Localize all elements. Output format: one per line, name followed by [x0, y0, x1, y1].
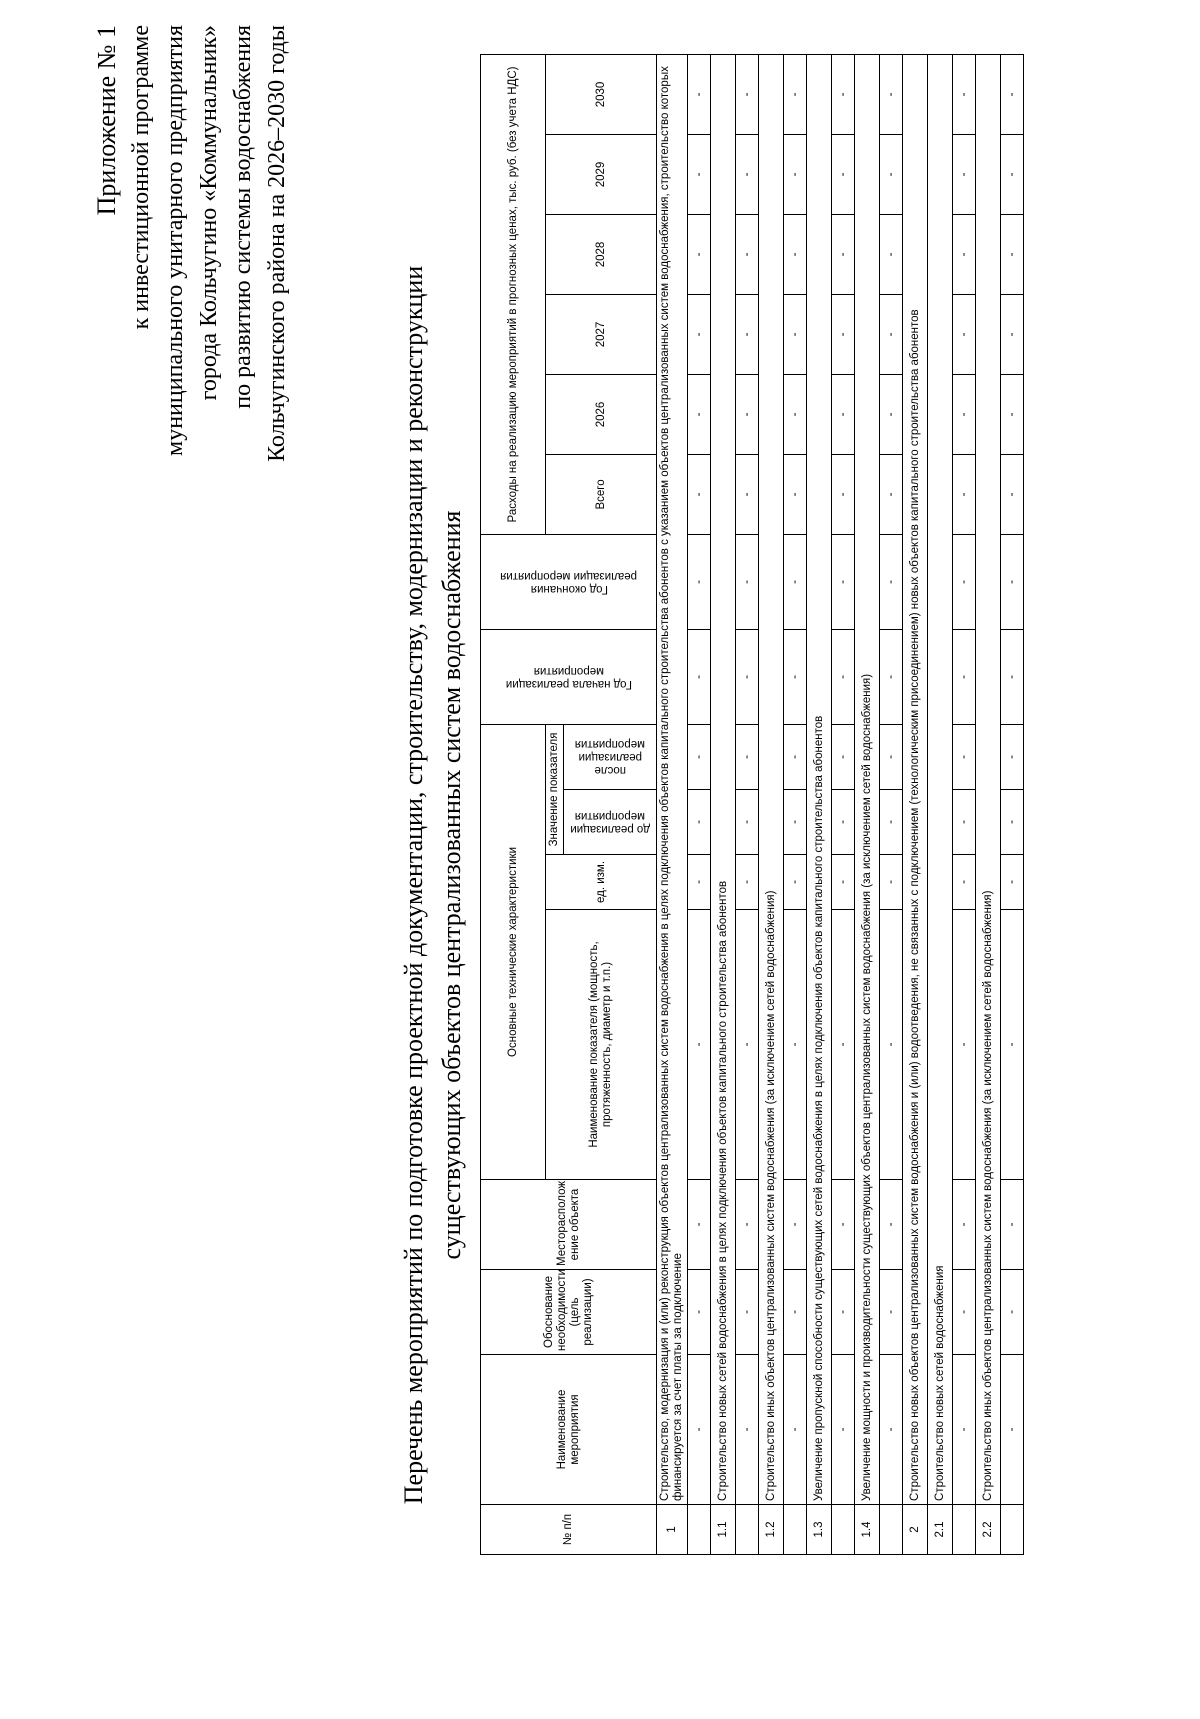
empty-cell: [832, 1505, 855, 1555]
dash-cell: -: [736, 214, 759, 294]
dash-cell: -: [832, 54, 855, 134]
header-indicator-value: Значение показателя: [546, 724, 564, 854]
dash-cell: -: [880, 534, 903, 629]
title-line: Перечень мероприятий по подготовке проектной документации, строительству, модернизации и реконструкции: [399, 265, 428, 1505]
dash-cell: -: [784, 134, 807, 214]
section-num: 1.1: [711, 1505, 736, 1555]
section-row: [976, 54, 1001, 1554]
dash-cell: -: [784, 910, 807, 1180]
dash-cell: -: [880, 214, 903, 294]
table-body: [657, 54, 1024, 1554]
header-start-year-text: Год начала реализации мероприятия: [505, 664, 632, 690]
dash-cell: -: [736, 454, 759, 534]
empty-cell: [688, 1505, 711, 1555]
dash-cell: -: [1001, 629, 1024, 724]
section-num: 1.2: [759, 1505, 784, 1555]
header-after-text: после реализации мероприятия: [574, 738, 646, 777]
dash-cell: -: [1001, 454, 1024, 534]
dash-cell: -: [880, 374, 903, 454]
dash-cell: -: [953, 54, 976, 134]
dash-cell: -: [953, 910, 976, 1180]
header-before-text: до реализации мероприятия: [570, 810, 650, 835]
dash-cell: -: [736, 910, 759, 1180]
section-title: Строительство новых сетей водоснабжения в целях подключения объектов капитального строительства абонентов: [711, 54, 736, 1504]
header-num: № п/п: [481, 1505, 657, 1555]
dash-cell: -: [784, 790, 807, 855]
dash-cell: -: [953, 134, 976, 214]
section-row: [903, 54, 928, 1554]
header-after: [564, 724, 657, 789]
dash-cell: -: [880, 724, 903, 789]
dash-cell: -: [784, 1355, 807, 1505]
dash-cell: -: [832, 1180, 855, 1270]
section-row: [759, 54, 784, 1554]
header-costs: Расходы на реализацию мероприятий в прогнозных ценах, тыс. руб. (без учета НДС): [481, 54, 546, 534]
empty-cell: [736, 1505, 759, 1555]
dash-cell: -: [688, 534, 711, 629]
dash-cell: -: [1001, 54, 1024, 134]
dash-cell: -: [832, 374, 855, 454]
section-num: 2.2: [976, 1505, 1001, 1555]
dash-cell: -: [736, 724, 759, 789]
dash-cell: -: [736, 54, 759, 134]
document-title: [395, 105, 471, 1665]
appendix-line: города Кольчугино «Коммунальник»: [196, 25, 222, 401]
section-title: Строительство новых объектов централизованных систем водоснабжения и (или) водоотведения, не связанных с подключением (технологическим присоединением) новых объектов капитального строительства абонентов: [903, 54, 928, 1504]
header-end-year: [481, 534, 657, 629]
section-title: Строительство, модернизация и (или) реконструкция объектов централизованных систем водоснабжения в целях подключения объектов капитального строительства абонентов с указанием объектов централизованных систем водоснабжения, строительство которых финансируется за счет платы за подключение: [657, 54, 688, 1504]
dash-cell: -: [832, 1270, 855, 1355]
dash-cell: -: [1001, 855, 1024, 910]
dash-cell: -: [953, 454, 976, 534]
table-row: [953, 54, 976, 1554]
dash-cell: -: [736, 1270, 759, 1355]
dash-cell: -: [784, 214, 807, 294]
table-row: [832, 54, 855, 1554]
dash-cell: -: [736, 790, 759, 855]
dash-cell: -: [784, 294, 807, 374]
dash-cell: -: [880, 134, 903, 214]
header-before: [564, 790, 657, 855]
header-tech: Основные технические характеристики: [481, 724, 546, 1179]
dash-cell: -: [736, 1355, 759, 1505]
dash-cell: -: [953, 790, 976, 855]
appendix-line: к инвестиционной программе: [128, 25, 154, 330]
dash-cell: -: [880, 1270, 903, 1355]
dash-cell: -: [953, 855, 976, 910]
dash-cell: -: [880, 54, 903, 134]
section-title: Строительство иных объектов централизованных систем водоснабжения (за исключением сетей водоснабжения): [759, 54, 784, 1504]
section-title: Увеличение пропускной способности существующих сетей водоснабжения в целях подключения объектов капитального строительства абонентов: [807, 54, 832, 1504]
dash-cell: -: [832, 294, 855, 374]
dash-cell: -: [832, 855, 855, 910]
dash-cell: -: [1001, 1270, 1024, 1355]
dash-cell: -: [736, 134, 759, 214]
table-row: [736, 54, 759, 1554]
dash-cell: -: [784, 54, 807, 134]
header-unit: ед. изм.: [546, 855, 657, 910]
dash-cell: -: [953, 629, 976, 724]
dash-cell: -: [1001, 374, 1024, 454]
table-row: [784, 54, 807, 1554]
appendix-line: Приложение № 1: [92, 25, 121, 216]
dash-cell: -: [880, 790, 903, 855]
table-row: [1001, 54, 1024, 1554]
dash-cell: -: [688, 910, 711, 1180]
section-num: 1: [657, 1505, 688, 1555]
dash-cell: -: [736, 294, 759, 374]
header-end-year-text: Год окончания реализации мероприятия: [500, 569, 637, 595]
empty-cell: [953, 1505, 976, 1555]
dash-cell: -: [688, 54, 711, 134]
dash-cell: -: [953, 724, 976, 789]
dash-cell: -: [688, 214, 711, 294]
measures-table: [480, 54, 1024, 1555]
dash-cell: -: [784, 1180, 807, 1270]
dash-cell: -: [736, 629, 759, 724]
dash-cell: -: [688, 790, 711, 855]
dash-cell: -: [832, 1355, 855, 1505]
title-line: существующих объектов централизованных систем водоснабжения: [437, 510, 466, 1260]
dash-cell: -: [1001, 790, 1024, 855]
header-total: Всего: [546, 454, 657, 534]
section-num: 2.1: [928, 1505, 953, 1555]
section-num: 1.4: [855, 1505, 880, 1555]
dash-cell: -: [784, 454, 807, 534]
dash-cell: -: [1001, 724, 1024, 789]
table-row: [688, 54, 711, 1554]
table-row: [880, 54, 903, 1554]
dash-cell: -: [880, 1355, 903, 1505]
dash-cell: -: [953, 1355, 976, 1505]
dash-cell: -: [688, 134, 711, 214]
dash-cell: -: [832, 134, 855, 214]
section-num: 2: [903, 1505, 928, 1555]
header-name: Наименование мероприятия: [481, 1355, 657, 1505]
dash-cell: -: [784, 724, 807, 789]
header-start-year: [481, 629, 657, 724]
dash-cell: -: [1001, 534, 1024, 629]
header-indicator-name: Наименование показателя (мощность, протяженность, диаметр и т.п.): [546, 910, 657, 1180]
empty-cell: [880, 1505, 903, 1555]
section-num: 1.3: [807, 1505, 832, 1555]
dash-cell: -: [953, 534, 976, 629]
dash-cell: -: [953, 294, 976, 374]
dash-cell: -: [832, 214, 855, 294]
dash-cell: -: [784, 629, 807, 724]
section-row: [807, 54, 832, 1554]
dash-cell: -: [784, 855, 807, 910]
dash-cell: -: [880, 855, 903, 910]
dash-cell: -: [1001, 1180, 1024, 1270]
dash-cell: -: [832, 790, 855, 855]
header-2029: 2029: [546, 134, 657, 214]
section-row: [711, 54, 736, 1554]
section-row: [928, 54, 953, 1554]
dash-cell: -: [880, 910, 903, 1180]
dash-cell: -: [832, 910, 855, 1180]
dash-cell: -: [880, 1180, 903, 1270]
dash-cell: -: [736, 534, 759, 629]
dash-cell: -: [736, 855, 759, 910]
dash-cell: -: [688, 294, 711, 374]
header-2026: 2026: [546, 374, 657, 454]
dash-cell: -: [688, 454, 711, 534]
dash-cell: -: [953, 1270, 976, 1355]
empty-cell: [1001, 1505, 1024, 1555]
dash-cell: -: [688, 855, 711, 910]
header-2030: 2030: [546, 54, 657, 134]
header-2028: 2028: [546, 214, 657, 294]
dash-cell: -: [688, 724, 711, 789]
appendix-line: муниципального унитарного предприятия: [162, 25, 188, 456]
dash-cell: -: [688, 629, 711, 724]
dash-cell: -: [736, 374, 759, 454]
dash-cell: -: [1001, 134, 1024, 214]
dash-cell: -: [832, 454, 855, 534]
dash-cell: -: [1001, 214, 1024, 294]
dash-cell: -: [784, 374, 807, 454]
header-justification: Обоснование необходимости (цель реализации): [481, 1270, 657, 1355]
section-row: [657, 54, 688, 1554]
header-2027: 2027: [546, 294, 657, 374]
dash-cell: -: [880, 454, 903, 534]
dash-cell: -: [784, 534, 807, 629]
dash-cell: -: [953, 214, 976, 294]
empty-cell: [784, 1505, 807, 1555]
dash-cell: -: [880, 294, 903, 374]
appendix-line: по развитию системы водоснабжения: [230, 25, 256, 409]
header-location: Месторасполож ение объекта: [481, 1180, 657, 1270]
dash-cell: -: [880, 629, 903, 724]
dash-cell: -: [688, 374, 711, 454]
dash-cell: -: [953, 374, 976, 454]
dash-cell: -: [1001, 910, 1024, 1180]
dash-cell: -: [832, 534, 855, 629]
appendix-block: [90, 25, 294, 585]
dash-cell: -: [832, 629, 855, 724]
dash-cell: -: [688, 1355, 711, 1505]
rotated-page: [10, 5, 1190, 1705]
appendix-line: Кольчугинского района на 2026–2030 годы: [264, 25, 290, 462]
dash-cell: -: [688, 1180, 711, 1270]
dash-cell: -: [1001, 294, 1024, 374]
dash-cell: -: [1001, 1355, 1024, 1505]
section-row: [855, 54, 880, 1554]
section-title: Строительство иных объектов централизованных систем водоснабжения (за исключением сетей водоснабжения): [976, 54, 1001, 1504]
dash-cell: -: [736, 1180, 759, 1270]
section-title: Строительство новых сетей водоснабжения: [928, 54, 953, 1504]
section-title: Увеличение мощности и производительности существующих объектов централизованных систем водоснабжения (за исключением сетей водоснабжения): [855, 54, 880, 1504]
dash-cell: -: [784, 1270, 807, 1355]
dash-cell: -: [688, 1270, 711, 1355]
dash-cell: -: [953, 1180, 976, 1270]
dash-cell: -: [832, 724, 855, 789]
